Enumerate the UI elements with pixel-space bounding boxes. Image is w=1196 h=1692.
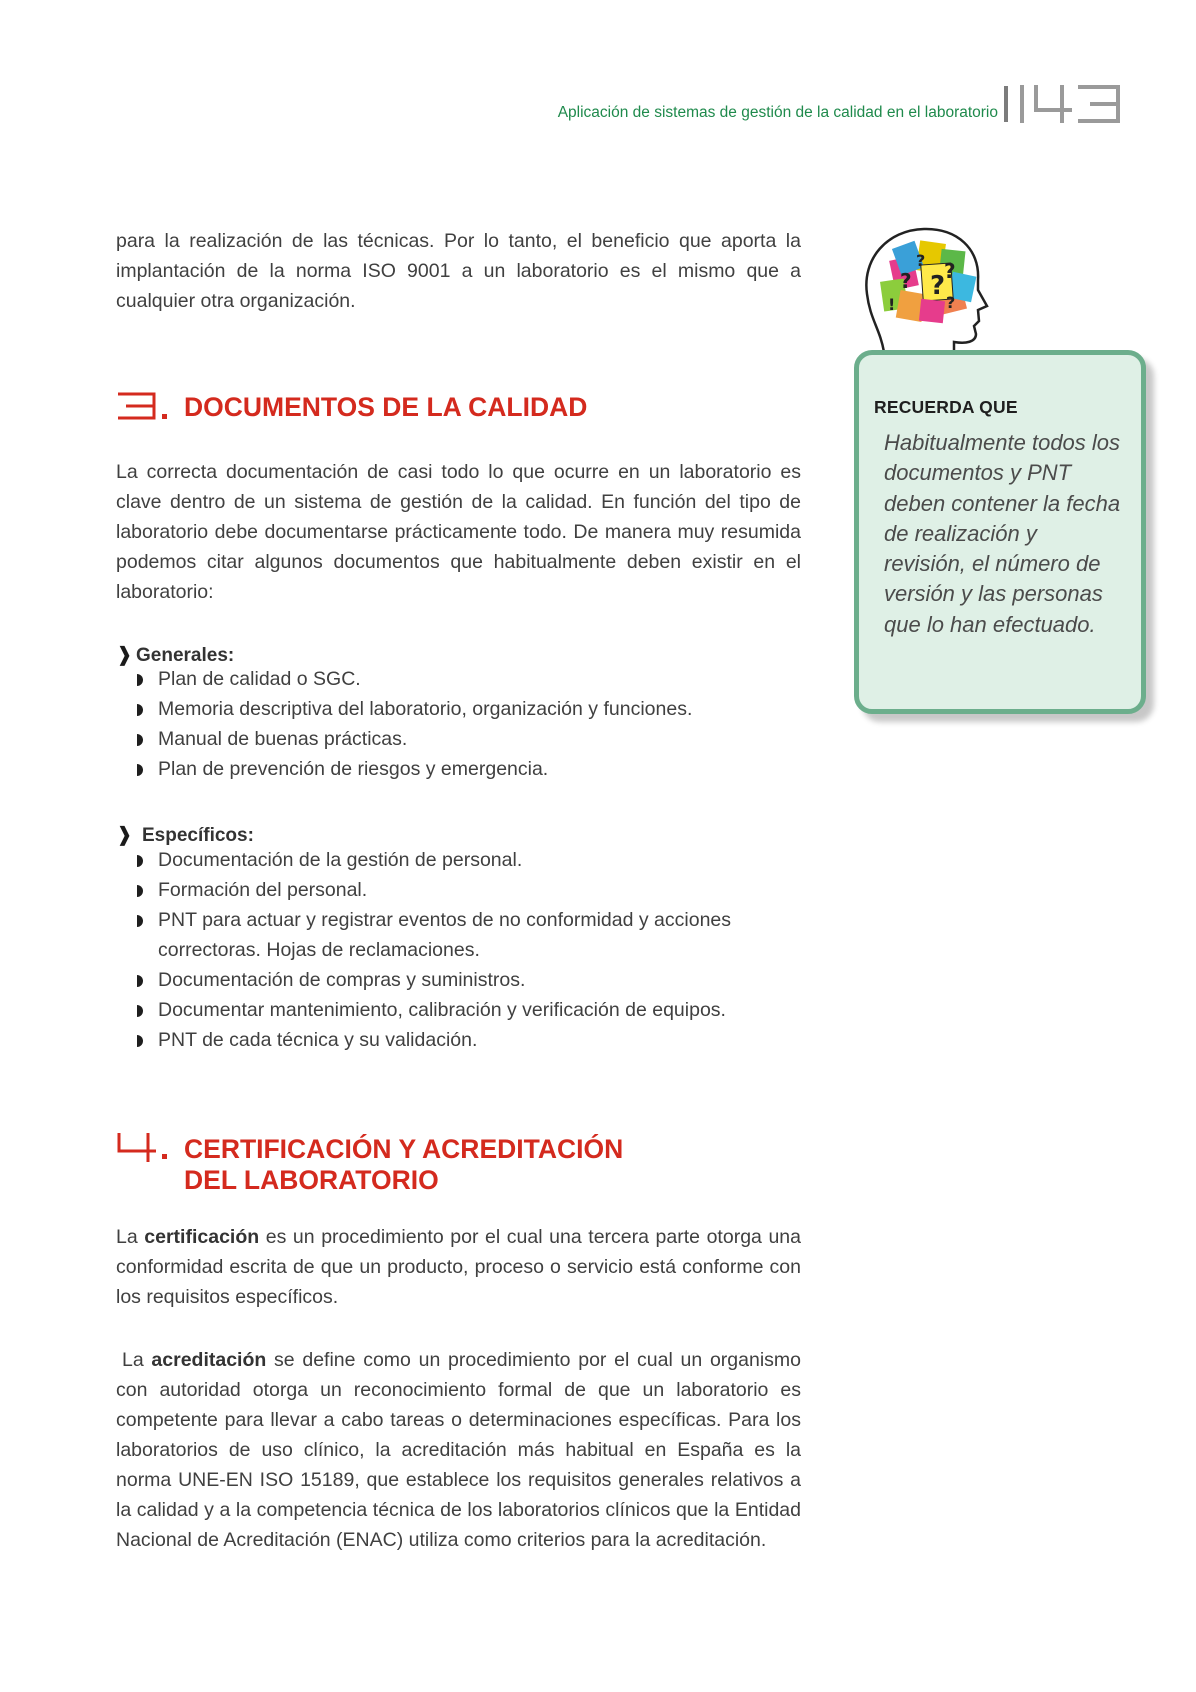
list-item: Manual de buenas prácticas. bbox=[136, 724, 806, 754]
certificacion-paragraph: La certificación es un procedimiento por el cual una tercera parte otorga una conformidad escrita de que un producto, proceso o servicio está conforme con los requisitos específicos. bbox=[116, 1226, 801, 1308]
svg-text:?: ? bbox=[900, 269, 912, 293]
list-item: PNT de cada técnica y su validación. bbox=[136, 1025, 806, 1055]
term-certificacion: certificación bbox=[144, 1226, 260, 1248]
recuerda-text: Habitualmente todos los documentos y PNT deben contener la fecha de realización y revisión, el número de versión y las personas que lo han efectuado. bbox=[884, 430, 1121, 637]
generales-label: ❱ Generales: bbox=[116, 644, 235, 666]
intro-paragraph: para la realización de las técnicas. Por lo tanto, el beneficio que aporta la implantación de la norma ISO 9001 a un laboratorio es el mismo que a cualquier otra organización. bbox=[116, 230, 801, 312]
group-marker-icon: ❱ bbox=[116, 824, 133, 846]
recuerda-title: RECUERDA QUE bbox=[874, 397, 1018, 417]
bullet-icon bbox=[137, 885, 143, 897]
bullet-icon bbox=[137, 915, 143, 927]
group-marker-icon: ❱ bbox=[116, 644, 133, 666]
bullet-icon bbox=[137, 764, 143, 776]
bullet-icon bbox=[137, 734, 143, 746]
list-item: Documentación de la gestión de personal. bbox=[136, 845, 806, 875]
bullet-icon bbox=[137, 704, 143, 716]
especificos-list bbox=[136, 845, 806, 1055]
svg-text:!: ! bbox=[888, 295, 896, 314]
section-number-4 bbox=[116, 1130, 176, 1164]
especificos-label: ❱ Específicos: bbox=[116, 824, 254, 846]
section-3-paragraph: La correcta documentación de casi todo lo que ocurre en un laboratorio es clave dentro de un sistema de gestión de la calidad. En función del tipo de laboratorio debe documentarse prácticamente todo. De manera muy resumida podemos citar algunos documentos que habitualmente deben existir en el laboratorio: bbox=[116, 461, 801, 603]
bullet-icon bbox=[137, 975, 143, 987]
bullet-icon bbox=[137, 1035, 143, 1047]
bullet-icon bbox=[137, 1005, 143, 1017]
svg-text:?: ? bbox=[944, 259, 956, 283]
list-item: PNT para actuar y registrar eventos de no conformidad y acciones correctoras. Hojas de reclamaciones. bbox=[136, 905, 806, 965]
page-number-143 bbox=[1014, 84, 1134, 124]
running-header-title: Aplicación de sistemas de gestión de la calidad en el laboratorio bbox=[557, 104, 998, 121]
svg-text:?: ? bbox=[930, 271, 946, 301]
term-acreditacion: acreditación bbox=[151, 1349, 267, 1371]
section-number-3 bbox=[116, 390, 176, 424]
acreditacion-paragraph: La acreditación se define como un procedimiento por el cual un organismo con autoridad otorga un reconocimiento formal de que un laboratorio es competente para llevar a cabo tareas o determinaciones específicas. Para los laboratorios de uso clínico, la acreditación más habitual en España es la norma UNE-EN ISO 15189, que establece los requisitos generales relativos a la calidad y a la competencia técnica de los laboratorios clínicos que la Entidad Nacional de Acreditación (ENAC) utiliza como criterios para la acreditación. bbox=[116, 1349, 801, 1551]
header-divider bbox=[1004, 86, 1008, 122]
list-item: Memoria descriptiva del laboratorio, organización y funciones. bbox=[136, 694, 806, 724]
bullet-icon bbox=[137, 855, 143, 867]
svg-text:?: ? bbox=[946, 293, 956, 312]
section-4-title: CERTIFICACIÓN Y ACREDITACIÓN DEL LABORATORIO bbox=[184, 1134, 624, 1195]
list-item: Formación del personal. bbox=[136, 875, 806, 905]
bullet-icon bbox=[137, 674, 143, 686]
list-item: Documentar mantenimiento, calibración y verificación de equipos. bbox=[136, 995, 806, 1025]
generales-list bbox=[136, 664, 806, 784]
svg-text:?: ? bbox=[916, 251, 926, 270]
head-question-marks-icon bbox=[862, 224, 992, 364]
section-3-title: DOCUMENTOS DE LA CALIDAD bbox=[184, 392, 588, 422]
list-item: Documentación de compras y suministros. bbox=[136, 965, 806, 995]
list-item: Plan de calidad o SGC. bbox=[136, 664, 806, 694]
list-item: Plan de prevención de riesgos y emergencia. bbox=[136, 754, 806, 784]
